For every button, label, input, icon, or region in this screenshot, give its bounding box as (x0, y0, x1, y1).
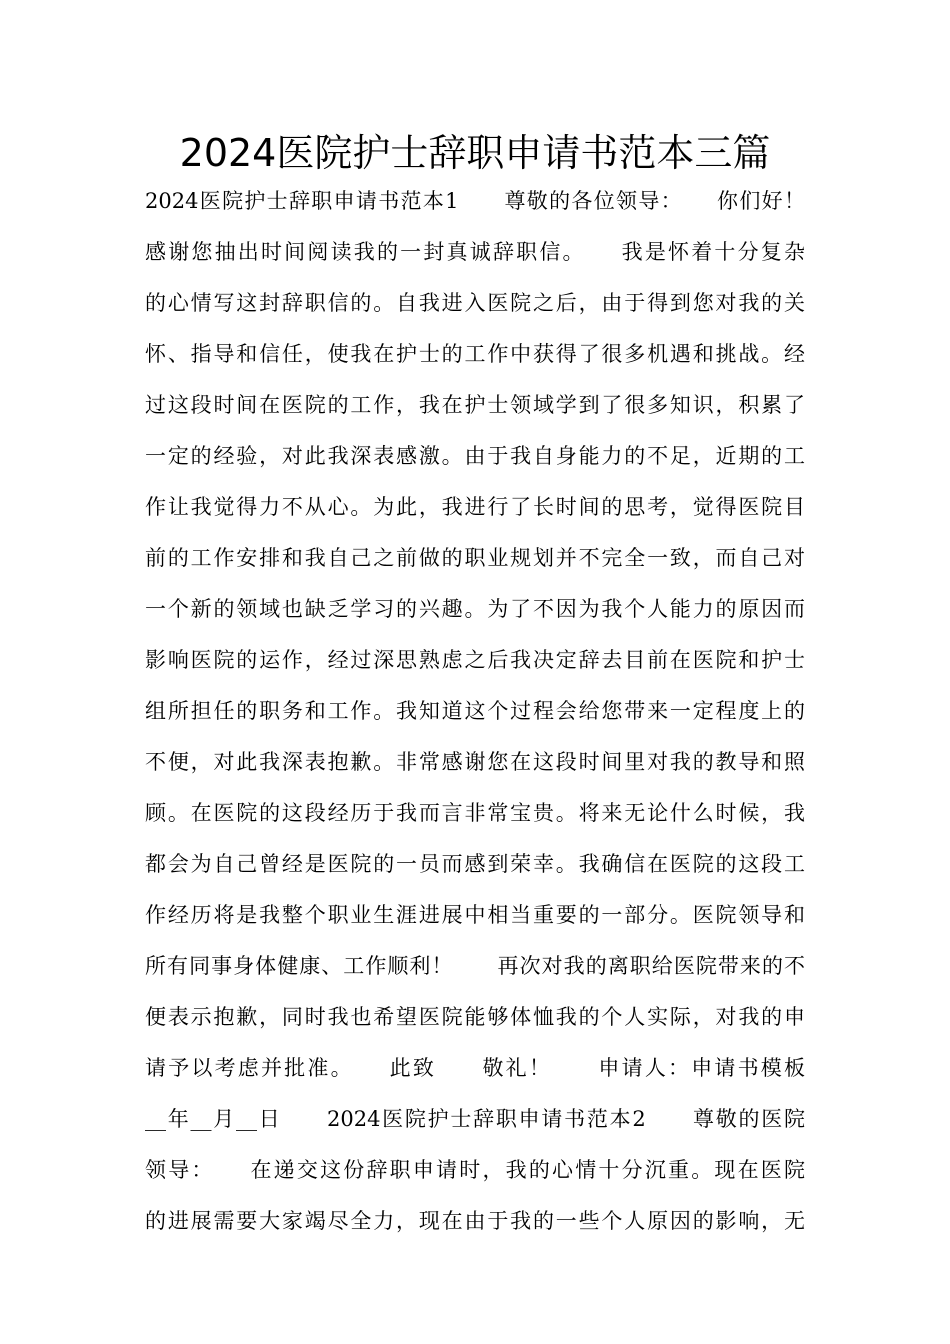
body-line: 顾。在医院的这段经历于我而言非常宝贵。将来无论什么时候，我 (145, 801, 805, 825)
body-line: 影响医院的运作，经过深思熟虑之后我决定辞去目前在医院和护士 (145, 648, 805, 672)
body-line: 感谢您抽出时间阅读我的一封真诚辞职信。 我是怀着十分复杂 (145, 240, 805, 264)
body-line: 作经历将是我整个职业生涯进展中相当重要的一部分。医院领导和 (145, 903, 805, 927)
body-line: 一定的经验，对此我深表感激。由于我自身能力的不足，近期的工 (145, 444, 805, 468)
body-line: 过这段时间在医院的工作，我在护士领域学到了很多知识，积累了 (145, 393, 805, 417)
body-line: 不便，对此我深表抱歉。非常感谢您在这段时间里对我的教导和照 (145, 750, 805, 774)
document-body (145, 181, 805, 1252)
body-line: 请予以考虑并批准。 此致 敬礼！ 申请人：申请书模板 (145, 1056, 805, 1080)
body-line: 便表示抱歉，同时我也希望医院能够体恤我的个人实际，对我的申 (145, 1005, 805, 1029)
body-line: 怀、指导和信任，使我在护士的工作中获得了很多机遇和挑战。经 (145, 342, 805, 366)
body-line: 一个新的领域也缺乏学习的兴趣。为了不因为我个人能力的原因而 (145, 597, 805, 621)
document-title: 2024医院护士辞职申请书范本三篇 (179, 131, 771, 175)
body-line: 都会为自己曾经是医院的一员而感到荣幸。我确信在医院的这段工 (145, 852, 805, 876)
body-line: 作让我觉得力不从心。为此，我进行了长时间的思考，觉得医院目 (145, 495, 805, 519)
body-line: 领导： 在递交这份辞职申请时，我的心情十分沉重。现在医院 (145, 1158, 805, 1182)
body-line: 组所担任的职务和工作。我知道这个过程会给您带来一定程度上的 (145, 699, 805, 723)
body-line: 所有同事身体健康、工作顺利！ 再次对我的离职给医院带来的不 (145, 954, 805, 978)
body-line: 前的工作安排和我自己之前做的职业规划并不完全一致，而自己对 (145, 546, 805, 570)
body-line: 的心情写这封辞职信的。自我进入医院之后，由于得到您对我的关 (145, 291, 805, 315)
body-line: 的进展需要大家竭尽全力，现在由于我的一些个人原因的影响，无 (145, 1209, 805, 1233)
body-line: __年__月__日 2024医院护士辞职申请书范本2 尊敬的医院 (145, 1107, 805, 1131)
body-line: 2024医院护士辞职申请书范本1 尊敬的各位领导： 你们好！ (145, 189, 805, 213)
